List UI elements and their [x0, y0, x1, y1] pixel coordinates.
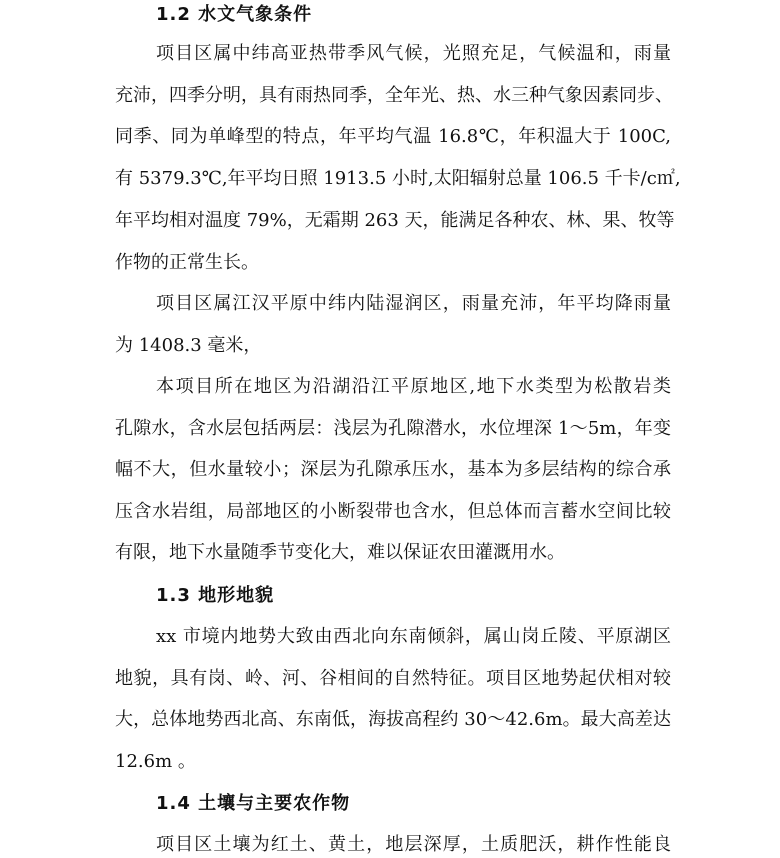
paragraph-line: xx 市境内地势大致由西北向东南倾斜，属山岗丘陵、平原湖区 — [156, 626, 671, 647]
section-heading-1-3: 1.3 地形地貌 — [156, 585, 275, 606]
paragraph-line: 有限，地下水量随季节变化大，难以保证农田灌溉用水。 — [115, 542, 565, 563]
paragraph-line: 项目区土壤为红土、黄土，地层深厚，土质肥沃，耕作性能良 — [156, 834, 671, 855]
paragraph-line: 压含水岩组，局部地区的小断裂带也含水，但总体而言蓄水空间比较 — [115, 501, 671, 522]
paragraph-line: 年平均相对温度 79%，无霜期 263 天，能满足各种农、林、果、牧等 — [115, 210, 675, 231]
paragraph-line: 孔隙水，含水层包括两层：浅层为孔隙潜水，水位埋深 1～5m，年变 — [115, 418, 671, 439]
paragraph-line: 充沛，四季分明，具有雨热同季，全年光、热、水三种气象因素同步、 — [115, 85, 673, 106]
paragraph-line: 项目区属中纬高亚热带季风气候，光照充足，气候温和，雨量 — [156, 43, 671, 64]
paragraph-line: 大，总体地势西北高、东南低，海拔高程约 30～42.6m。最大高差达 — [115, 709, 671, 730]
paragraph-line: 为 1408.3 毫米， — [115, 335, 262, 356]
section-heading-1-2: 1.2 水文气象条件 — [156, 4, 313, 25]
paragraph-line: 本项目所在地区为沿湖沿江平原地区,地下水类型为松散岩类 — [156, 376, 671, 397]
paragraph-line: 幅不大，但水量较小；深层为孔隙承压水，基本为多层结构的综合承 — [115, 459, 671, 480]
paragraph-line: 作物的正常生长。 — [115, 252, 259, 273]
paragraph-line: 同季、同为单峰型的特点，年平均气温 16.8℃，年积温大于 100C, — [115, 126, 671, 147]
paragraph-line: 地貌，具有岗、岭、河、谷相间的自然特征。项目区地势起伏相对较 — [115, 668, 671, 689]
paragraph-line: 12.6m 。 — [115, 751, 196, 772]
paragraph-line: 项目区属江汉平原中纬内陆湿润区，雨量充沛，年平均降雨量 — [156, 293, 671, 314]
section-heading-1-4: 1.4 土壤与主要农作物 — [156, 793, 351, 814]
paragraph-line: 有 5379.3℃,年平均日照 1913.5 小时,太阳辐射总量 106.5 千卡/c㎡, — [115, 168, 681, 189]
